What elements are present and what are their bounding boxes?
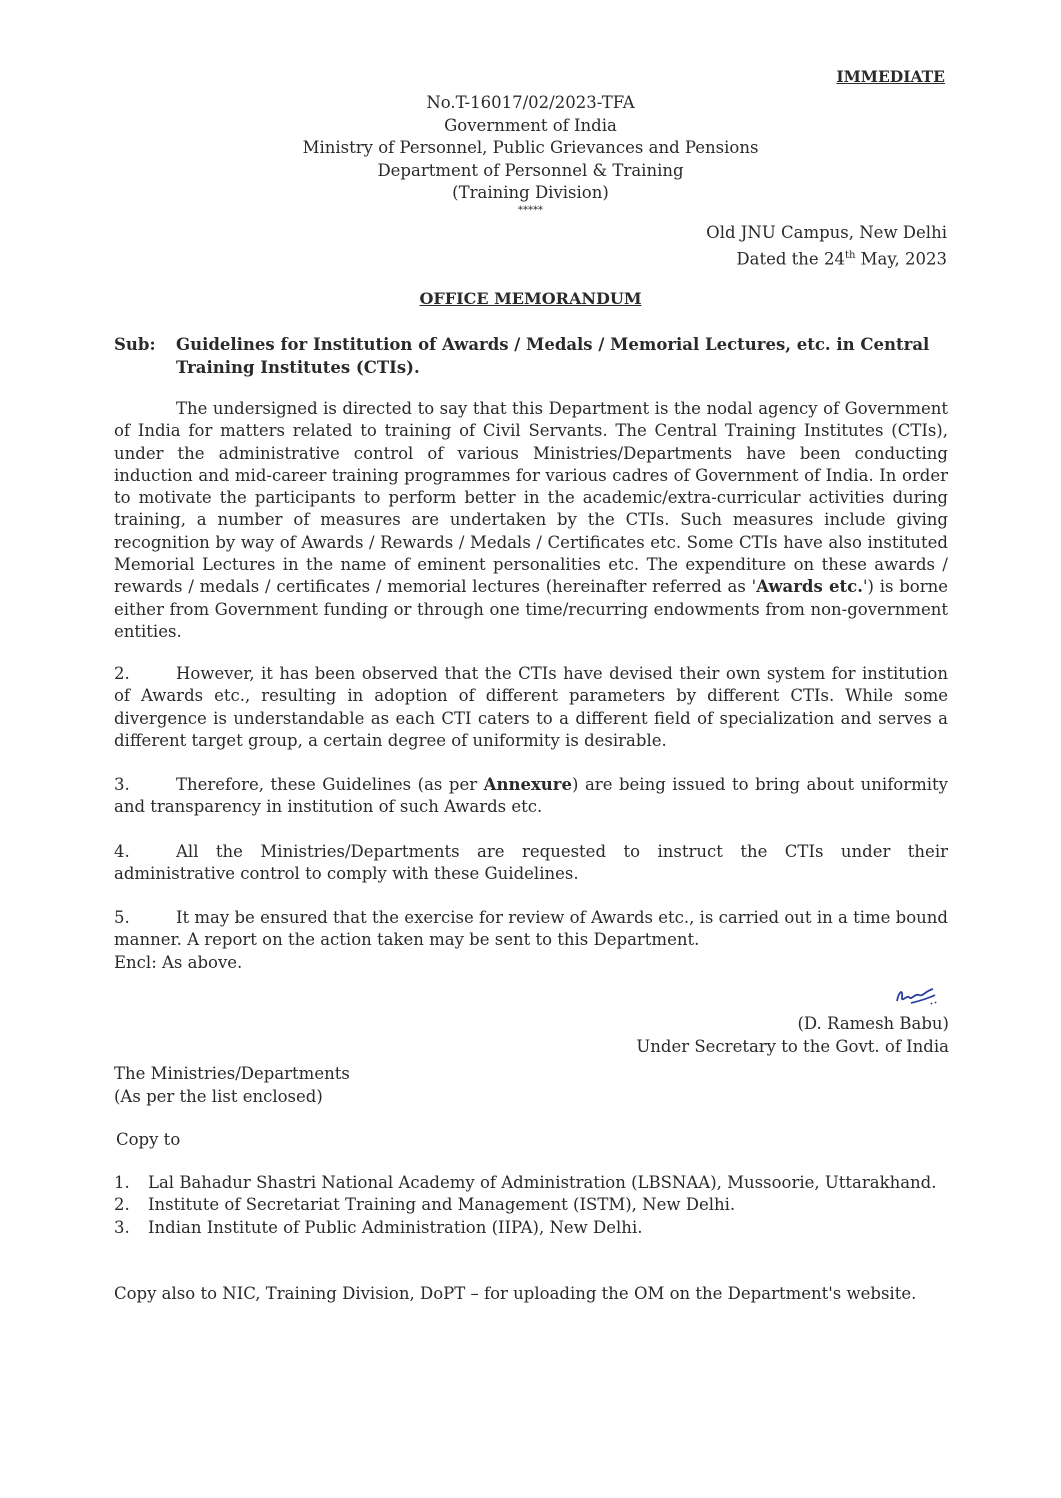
p3-text: Therefore, these Guidelines (as per	[176, 775, 484, 794]
list-item	[114, 1194, 950, 1216]
separator: *****	[518, 204, 543, 216]
p4-text: All the Ministries/Departments are requested to instruct the CTIs under their administrative control to comply with these Guidelines.	[114, 842, 948, 884]
division-name: (Training Division)	[452, 183, 609, 202]
subject-label: Sub:	[114, 335, 156, 354]
paragraph-2	[114, 663, 948, 752]
department-name: Department of Personnel & Training	[377, 160, 684, 180]
date-suffix: May, 2023	[855, 249, 947, 268]
item-text: Institute of Secretariat Training and Management (ISTM), New Delhi.	[148, 1195, 736, 1215]
paragraph-3	[114, 774, 948, 819]
place-date	[706, 222, 947, 271]
paragraph-1	[114, 398, 948, 643]
paragraph-4	[114, 841, 948, 886]
file-number: No.T-16017/02/2023-TFA	[426, 93, 635, 112]
item-number: 2.	[114, 1195, 130, 1215]
ministry-name: Ministry of Personnel, Public Grievances and Pensions	[302, 138, 759, 157]
handwritten-signature	[893, 983, 939, 1009]
document-title: OFFICE MEMORANDUM	[419, 289, 642, 308]
enclosure: Encl: As above.	[114, 952, 243, 972]
p1-text: The undersigned is directed to say that this Department is the nodal agency of Government of India for matters related to training of Civil Servants. The Central Training Institutes (CTIs), under the administrative control of various Ministries/Departments have been conducting induction and mid-career training programmes for various cadres of Government of India. In order to motivate the participants to perform better in the academic/extra-curricular activities during training, a number of measures are undertaken by the CTIs. Such measures include giving recognition by way of Awards / Rewards / Medals / Certificates etc. Some CTIs have also instituted Memorial Lectures in the name of eminent personalities etc. The expenditure on these awards / rewards / medals / certificates / memorial lectures (hereinafter referred as '	[114, 399, 948, 597]
p2-number: 2.	[114, 664, 130, 683]
subject	[114, 333, 948, 379]
list-item	[114, 1172, 950, 1194]
item-number: 3.	[114, 1217, 130, 1237]
item-text: Lal Bahadur Shastri National Academy of Administration (LBSNAA), Mussoorie, Uttarakhand.	[148, 1173, 937, 1192]
p1-text-end: ') is borne either from Government funding or through one time/recurring endowments from non-government entities.	[114, 577, 949, 641]
p5-number: 5.	[114, 908, 130, 927]
date-prefix: Dated the 24	[736, 249, 845, 268]
p1-bold: Awards etc.	[756, 577, 863, 597]
list-item	[114, 1217, 950, 1239]
place: Old JNU Campus, New Delhi	[706, 223, 947, 242]
copy-also: Copy also to NIC, Training Division, DoPT – for uploading the OM on the Department's website.	[114, 1284, 917, 1303]
addressee-line: The Ministries/Departments	[114, 1064, 350, 1083]
copy-to-label: Copy to	[116, 1130, 181, 1149]
p3-text-end: ) are being issued to bring about uniformity and transparency in institution of such Awards etc.	[114, 775, 948, 817]
item-text: Indian Institute of Public Administration (IIPA), New Delhi.	[148, 1217, 643, 1237]
signatory-designation: Under Secretary to the Govt. of India	[636, 1036, 949, 1056]
p3-number: 3.	[114, 775, 130, 794]
addressee-note: (As per the list enclosed)	[114, 1086, 323, 1106]
item-number: 1.	[114, 1173, 130, 1192]
p3-bold: Annexure	[483, 775, 572, 794]
signature-block	[636, 985, 949, 1058]
letterhead	[0, 92, 1061, 217]
copy-to-list	[114, 1172, 950, 1239]
priority-label: IMMEDIATE	[836, 67, 945, 86]
p4-number: 4.	[114, 842, 130, 861]
p5-text: It may be ensured that the exercise for review of Awards etc., is carried out in a time bound manner. A report on the action taken may be sent to this Department.	[114, 908, 948, 950]
subject-text: Guidelines for Institution of Awards / Medals / Memorial Lectures, etc. in Central Training Institutes (CTIs).	[176, 335, 930, 377]
government-name: Government of India	[444, 115, 617, 135]
addressee	[114, 1063, 350, 1108]
p2-text: However, it has been observed that the CTIs have devised their own system for institution of Awards etc., resulting in adoption of different parameters by different CTIs. While some divergence is understandable as each CTI caters to a different field of specialization and serves a different target group, a certain degree of uniformity is desirable.	[114, 664, 948, 750]
signatory-name: (D. Ramesh Babu)	[797, 1014, 949, 1033]
paragraph-5	[114, 907, 948, 974]
date	[706, 245, 947, 271]
date-sup: th	[844, 249, 856, 261]
